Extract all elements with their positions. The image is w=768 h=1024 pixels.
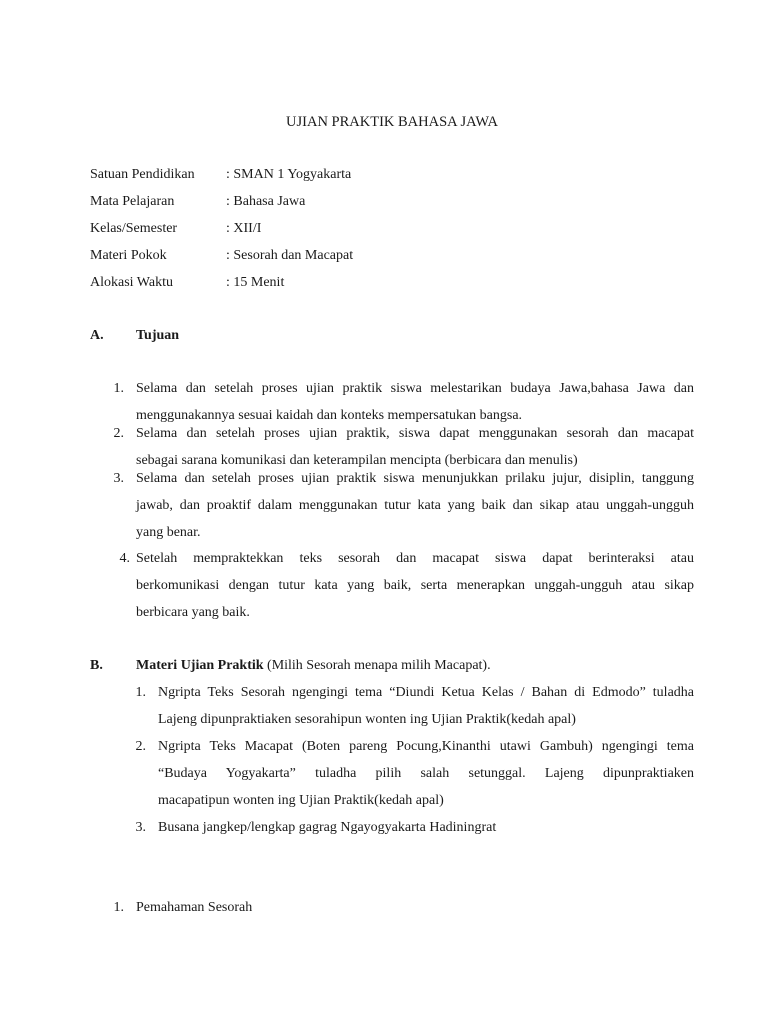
list-number: 2. [113,426,124,441]
list-item-line: berbicara yang baik. [136,605,250,620]
section-b-letter: B. [90,658,103,673]
list-item-line: “Budaya Yogyakarta” tuladha pilih salah setunggal. Lajeng dipunpraktiaken [158,766,694,781]
footer-list-number: 1. [113,900,124,915]
list-item-line: Selama dan setelah proses ujian praktik siswa menunjukkan prilaku jujur, disiplin, tanggung [136,471,694,486]
list-item-line: Selama dan setelah proses ujian praktik, siswa dapat menggunakan sesorah dan macapat [136,426,694,441]
section-b-title-bold: Materi Ujian Praktik [136,658,264,673]
info-value: : 15 Menit [226,275,285,290]
list-number: 4. [119,551,130,566]
section-b-title [136,658,491,674]
footer-list-item: Pemahaman Sesorah [136,900,253,915]
list-item-line: Ngripta Teks Sesorah ngengingi tema “Diundi Ketua Kelas / Bahan di Edmodo” tuladha [158,685,694,700]
list-number: 3. [135,820,146,835]
info-value: : Sesorah dan Macapat [226,248,354,263]
info-value: : Bahasa Jawa [226,194,306,209]
info-label: Alokasi Waktu [90,275,173,290]
list-item-line: menggunakannya sesuai kaidah dan konteks mempersatukan bangsa. [136,408,523,423]
info-label: Kelas/Semester [90,221,178,236]
list-item-line: sebagai sarana komunikasi dan keterampilan mencipta (berbicara dan menulis) [136,453,578,468]
list-number: 2. [135,739,146,754]
list-number: 1. [113,381,124,396]
section-a-title: Tujuan [136,328,180,343]
list-item-line: macapatipun wonten ing Ujian Praktik(kedah apal) [158,793,444,808]
list-item-line: berkomunikasi dengan tutur kata yang baik, serta menerapkan unggah-ungguh atau sikap [136,578,694,593]
info-value: : XII/I [226,221,262,236]
list-item-line: Ngripta Teks Macapat (Boten pareng Pocung,Kinanthi utawi Gambuh) ngengingi tema [158,739,694,754]
page-title: UJIAN PRAKTIK BAHASA JAWA [286,114,498,130]
info-value: : SMAN 1 Yogyakarta [226,167,352,182]
list-item-line: Setelah mempraktekkan teks sesorah dan macapat siswa dapat berinteraksi atau [136,551,694,566]
list-item-line: Busana jangkep/lengkap gagrag Ngayogyakarta Hadiningrat [158,820,497,835]
info-label: Satuan Pendidikan [90,167,195,182]
list-number: 3. [113,471,124,486]
info-label: Mata Pelajaran [90,194,175,209]
list-item-line: Lajeng dipunpraktiaken sesorahipun wonten ing Ujian Praktik(kedah apal) [158,712,576,727]
list-number: 1. [135,685,146,700]
list-item-line: jawab, dan proaktif dalam menggunakan tutur kata yang baik dan sikap atau unggah-ungguh [136,498,694,513]
info-label: Materi Pokok [90,248,167,263]
section-a-letter: A. [90,328,104,343]
list-item-line: yang benar. [136,525,201,540]
list-item-line: Selama dan setelah proses ujian praktik siswa melestarikan budaya Jawa,bahasa Jawa dan [136,381,694,396]
section-b-title-rest: (Milih Sesorah menapa milih Macapat). [263,658,491,673]
